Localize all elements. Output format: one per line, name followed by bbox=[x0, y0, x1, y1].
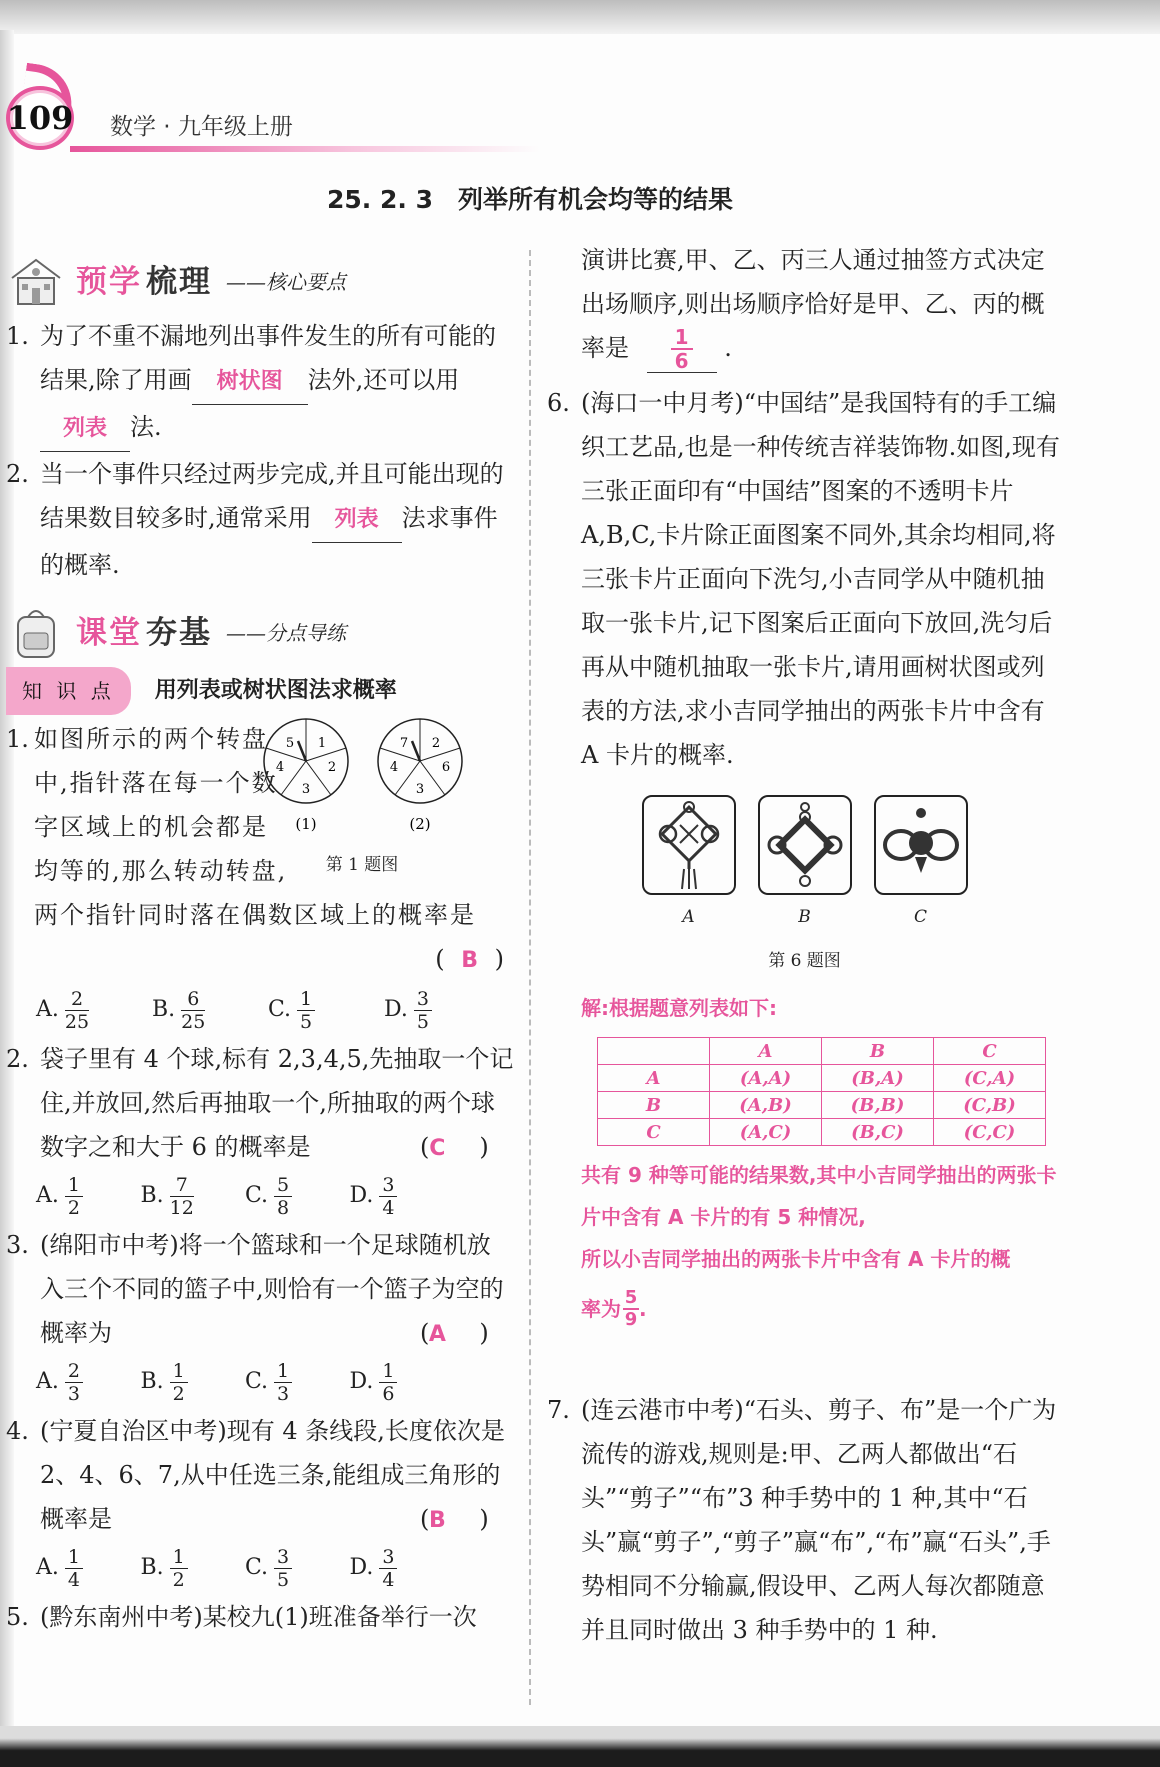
spinner-1-number: 2 bbox=[327, 760, 337, 775]
q3-option-d bbox=[350, 1360, 455, 1405]
option-denominator: 5 bbox=[416, 1010, 429, 1033]
q6-sol-den: 9 bbox=[624, 1309, 638, 1330]
lesson-title: 25. 2. 3 列举所有机会均等的结果 bbox=[327, 185, 733, 214]
q5-answer bbox=[647, 326, 717, 373]
prep-text: 法. bbox=[130, 413, 162, 441]
spinner-1-label: (1) bbox=[295, 815, 317, 833]
card-a bbox=[642, 795, 736, 939]
option-fraction bbox=[65, 1360, 83, 1405]
table-cell: (A,B) bbox=[710, 1092, 822, 1119]
q6-solution-fraction bbox=[623, 1288, 639, 1330]
question-2 bbox=[6, 1037, 514, 1169]
q6-solution-table bbox=[597, 1037, 1046, 1146]
q1-option-a bbox=[36, 988, 152, 1033]
chinese-knot-b-icon bbox=[765, 799, 845, 891]
option-denominator: 4 bbox=[382, 1568, 395, 1591]
option-numerator: 2 bbox=[67, 1359, 80, 1382]
q2-answer-bracket: (C ) bbox=[454, 1125, 514, 1171]
option-numerator: 7 bbox=[175, 1173, 188, 1196]
option-denominator: 2 bbox=[172, 1568, 185, 1591]
spinner-1-number: 3 bbox=[301, 782, 311, 797]
q1-answer: B bbox=[461, 948, 479, 973]
prep-text: 法外,还可以用 bbox=[307, 366, 460, 394]
q5-text-right: 演讲比赛,甲、乙、丙三人通过抽签方式决定出场顺序,则出场顺序恰好是甲、乙、丙的概率是 bbox=[581, 246, 1045, 362]
option-fraction bbox=[65, 1546, 83, 1591]
option-denominator: 3 bbox=[277, 1382, 290, 1405]
table-cell: (B,C) bbox=[822, 1119, 934, 1146]
q3-option-b bbox=[141, 1360, 246, 1405]
option-numerator: 1 bbox=[172, 1359, 185, 1382]
q2-option-b bbox=[141, 1174, 246, 1219]
table-cell bbox=[598, 1038, 710, 1065]
option-fraction bbox=[379, 1174, 397, 1219]
option-fraction bbox=[274, 1360, 292, 1405]
question-5-start bbox=[6, 1595, 514, 1639]
q3-answer: A bbox=[428, 1322, 446, 1347]
spinner-1-number: 4 bbox=[275, 760, 285, 775]
option-fraction bbox=[379, 1546, 397, 1591]
option-fraction bbox=[297, 988, 315, 1033]
table-row bbox=[598, 1092, 1046, 1119]
knowledge-point bbox=[6, 669, 514, 713]
q5-number: 5. bbox=[6, 1603, 29, 1631]
table-cell: (B,A) bbox=[822, 1065, 934, 1092]
q4-number: 4. bbox=[6, 1417, 29, 1445]
option-fraction bbox=[170, 1360, 188, 1405]
q1-number: 1. bbox=[6, 725, 29, 753]
card-c-box bbox=[874, 795, 968, 895]
section-prep-sub: ——核心要点 bbox=[226, 270, 346, 294]
option-letter: D. bbox=[349, 1555, 374, 1580]
option-letter: A. bbox=[36, 1555, 59, 1580]
option-numerator: 3 bbox=[382, 1173, 395, 1196]
q2-options bbox=[6, 1169, 454, 1223]
subject-title: 数学 · 九年级上册 bbox=[110, 114, 293, 140]
spinner-2-number: 3 bbox=[415, 782, 425, 797]
school-icon bbox=[6, 254, 66, 310]
option-denominator: 6 bbox=[382, 1382, 395, 1405]
option-numerator: 3 bbox=[416, 987, 429, 1010]
table-cell: B bbox=[598, 1092, 710, 1119]
q4-option-c bbox=[245, 1546, 350, 1591]
knowledge-text: 用列表或树状图法求概率 bbox=[154, 678, 397, 703]
column-divider bbox=[529, 250, 531, 1705]
q3-text: (绵阳市中考)将一个篮球和一个足球随机放入三个不同的篮子中,则恰有一个篮子为空的概率为 bbox=[40, 1231, 504, 1347]
q4-answer-bracket: (B ) bbox=[454, 1497, 514, 1543]
knowledge-tag: 知 识 点 bbox=[6, 667, 131, 715]
q6-solution-2: 所以小吉同学抽出的两张卡片中含有 A 卡片的概 bbox=[581, 1247, 1011, 1271]
section-class-name1: 课堂 bbox=[76, 615, 142, 651]
figure-1-caption: 第 1 题图 bbox=[325, 855, 399, 875]
table-cell: A bbox=[598, 1065, 710, 1092]
q4-option-b bbox=[141, 1546, 246, 1591]
q6-cards bbox=[547, 795, 1062, 939]
question-3 bbox=[6, 1223, 514, 1355]
option-denominator: 2 bbox=[67, 1196, 80, 1219]
q5-answer-num: 1 bbox=[674, 325, 689, 349]
option-numerator: 3 bbox=[382, 1545, 395, 1568]
section-class-name2: 夯基 bbox=[146, 615, 212, 651]
prep-item-number: 2. bbox=[6, 460, 29, 488]
header-line bbox=[70, 146, 540, 152]
option-fraction bbox=[181, 988, 205, 1033]
option-letter: D. bbox=[349, 1183, 374, 1208]
spinner-1-number: 5 bbox=[285, 736, 295, 751]
prep-answer: 列表 bbox=[312, 498, 402, 543]
option-denominator: 12 bbox=[169, 1196, 194, 1219]
prep-answer: 树状图 bbox=[192, 360, 308, 405]
option-letter: A. bbox=[36, 1369, 59, 1394]
card-b bbox=[758, 795, 852, 939]
option-numerator: 6 bbox=[187, 987, 200, 1010]
option-fraction bbox=[170, 1174, 194, 1219]
chinese-knot-c-icon bbox=[881, 799, 961, 891]
spinner-2-number: 2 bbox=[431, 736, 441, 751]
question-5-cont: 演讲比赛,甲、乙、丙三人通过抽签方式决定出场顺序,则出场顺序恰好是甲、乙、丙的概率是 $\frac{1}{6}$ . bbox=[581, 246, 1045, 373]
card-b-box bbox=[758, 795, 852, 895]
option-fraction bbox=[170, 1546, 188, 1591]
q2-option-c bbox=[245, 1174, 350, 1219]
q5-text-left: (黔东南州中考)某校九(1)班准备举行一次 bbox=[40, 1603, 477, 1631]
q2-option-d bbox=[350, 1174, 455, 1219]
page-number-badge bbox=[6, 66, 74, 150]
prep-item-1 bbox=[6, 314, 514, 452]
q2-text: 袋子里有 4 个球,标有 2,3,4,5,先抽取一个记住,并放回,然后再抽取一个,所抽取的两个球数字之和大于 6 的概率是 bbox=[40, 1045, 514, 1161]
table-row bbox=[598, 1038, 1046, 1065]
option-numerator: 3 bbox=[277, 1545, 290, 1568]
option-fraction bbox=[65, 1174, 83, 1219]
section-class-sub: ——分点导练 bbox=[226, 621, 346, 645]
option-fraction bbox=[65, 988, 89, 1033]
option-letter: B. bbox=[152, 997, 176, 1022]
chinese-knot-a-icon bbox=[654, 799, 724, 891]
figure-6-caption: 第 6 题图 bbox=[768, 951, 841, 971]
table-cell: C bbox=[598, 1119, 710, 1146]
q2-answer: C bbox=[429, 1136, 446, 1161]
section-prep-name2: 梳理 bbox=[146, 264, 212, 300]
option-denominator: 5 bbox=[300, 1010, 313, 1033]
table-cell: (C,A) bbox=[934, 1065, 1046, 1092]
option-numerator: 5 bbox=[277, 1173, 290, 1196]
q1-option-b bbox=[152, 988, 268, 1033]
bottom-edge bbox=[0, 1726, 1160, 1767]
q7-text: (连云港市中考)“石头、剪子、布”是一个广为流传的游戏,规则是:甲、乙两人都做出“石头”“剪子”“布”3 种手势中的 1 种,其中“石头”赢“剪子”,“剪子”赢“布”,“布”赢“石头”,手势相同不分输赢,假设甲、乙两人每次都随意并且同时做出 3 种手势中的 1 种. bbox=[581, 1396, 1057, 1644]
q4-answer: B bbox=[428, 1508, 446, 1533]
card-c-label: C bbox=[913, 907, 927, 927]
prep-item-number: 1. bbox=[6, 322, 29, 350]
option-fraction bbox=[274, 1546, 292, 1591]
q6-number: 6. bbox=[547, 389, 570, 417]
spinner-1-number: 1 bbox=[317, 736, 327, 751]
q6-solution-3: 率为 5 9 . bbox=[581, 1287, 647, 1330]
question-1 bbox=[6, 717, 514, 1037]
q4-option-d bbox=[350, 1546, 455, 1591]
question-6 bbox=[547, 381, 1062, 777]
spinner-2-label: (2) bbox=[409, 815, 431, 833]
card-a-label: A bbox=[682, 907, 695, 927]
q3-options bbox=[6, 1355, 454, 1409]
section-class-header bbox=[6, 601, 514, 665]
question-4 bbox=[6, 1409, 514, 1541]
option-letter: B. bbox=[140, 1369, 164, 1394]
q4-options bbox=[6, 1541, 454, 1595]
question-7 bbox=[547, 1388, 1062, 1652]
prep-item-2 bbox=[6, 452, 514, 587]
card-a-box bbox=[642, 795, 736, 895]
q6-solution-intro: 解:根据题意列表如下: bbox=[581, 996, 777, 1020]
option-letter: A. bbox=[36, 997, 59, 1022]
prep-answer: 列表 bbox=[40, 407, 130, 452]
option-numerator: 1 bbox=[172, 1545, 185, 1568]
table-cell: (A,A) bbox=[710, 1065, 822, 1092]
option-fraction bbox=[379, 1360, 397, 1405]
card-b-label: B bbox=[798, 907, 811, 927]
table-row bbox=[598, 1119, 1046, 1146]
option-numerator: 2 bbox=[70, 987, 84, 1010]
q1-option-c bbox=[268, 988, 384, 1033]
q2-option-a bbox=[36, 1174, 141, 1219]
section-prep-header bbox=[6, 250, 514, 314]
q5-answer-den: 6 bbox=[674, 349, 689, 373]
option-fraction bbox=[414, 988, 432, 1033]
option-letter: C. bbox=[245, 1369, 269, 1394]
option-letter: D. bbox=[349, 1369, 374, 1394]
option-fraction bbox=[274, 1174, 292, 1219]
option-denominator: 3 bbox=[67, 1382, 80, 1405]
left-column bbox=[6, 250, 514, 1639]
q2-number: 2. bbox=[6, 1045, 29, 1073]
option-denominator: 4 bbox=[67, 1568, 80, 1591]
table-cell: B bbox=[822, 1038, 934, 1065]
option-letter: C. bbox=[245, 1555, 269, 1580]
card-c bbox=[874, 795, 968, 939]
page-number: 109 bbox=[6, 99, 74, 137]
q1-answer-bracket: ( B ) bbox=[6, 937, 514, 983]
q6-solution-1: 共有 9 种等可能的结果数,其中小吉同学抽出的两张卡片中含有 A 卡片的有 5 种情况, bbox=[581, 1163, 1057, 1229]
q1-option-d bbox=[384, 988, 500, 1033]
q3-option-c bbox=[245, 1360, 350, 1405]
option-numerator: 1 bbox=[300, 987, 313, 1010]
option-numerator: 1 bbox=[382, 1359, 395, 1382]
q1-text: 如图所示的两个转盘中,指针落在每一个数字区域上的机会都是均等的,那么转动转盘,两个指针同时落在偶数区域上的概率是 bbox=[34, 725, 476, 929]
spinner-2-number: 4 bbox=[389, 760, 399, 775]
option-numerator: 1 bbox=[67, 1173, 80, 1196]
q1-text-wrap bbox=[34, 717, 514, 937]
option-denominator: 8 bbox=[277, 1196, 290, 1219]
option-letter: B. bbox=[140, 1555, 164, 1580]
q6-text: (海口一中月考)“中国结”是我国特有的手工编织工艺品,也是一种传统吉祥装饰物.如图,现有三张正面印有“中国结”图案的不透明卡片 A,B,C,卡片除正面图案不同外,其余均相同,将三张卡片正面向下洗匀,小吉同学从中随机抽取一张卡片,记下图案后正面向下放回,洗匀后再从中随机抽取一张卡片,请用画树状图或列表的方法,求小吉同学抽出的两张卡片中含有 A 卡片的概率. bbox=[581, 389, 1060, 769]
top-shadow bbox=[0, 0, 1160, 34]
spinner-2-number: 6 bbox=[441, 760, 451, 775]
table-row bbox=[598, 1065, 1046, 1092]
option-denominator: 25 bbox=[181, 1010, 206, 1033]
q3-answer-bracket: (A ) bbox=[454, 1311, 514, 1357]
table-cell: (C,B) bbox=[934, 1092, 1046, 1119]
q4-option-a bbox=[36, 1546, 141, 1591]
prep-text: 为了不重不漏地列出事件发生的所有可能的结果,除了用画 bbox=[40, 322, 496, 394]
q6-solution-3-text: 率为 bbox=[581, 1297, 621, 1321]
q3-number: 3. bbox=[6, 1231, 29, 1259]
option-denominator: 25 bbox=[64, 1010, 90, 1033]
table-cell: (B,B) bbox=[822, 1092, 934, 1119]
option-denominator: 2 bbox=[172, 1382, 185, 1405]
option-numerator: 1 bbox=[67, 1545, 80, 1568]
option-denominator: 4 bbox=[382, 1196, 395, 1219]
table-cell: C bbox=[934, 1038, 1046, 1065]
option-letter: B. bbox=[140, 1183, 164, 1208]
table-cell: (C,C) bbox=[934, 1119, 1046, 1146]
q3-option-a bbox=[36, 1360, 141, 1405]
option-letter: C. bbox=[245, 1183, 269, 1208]
option-letter: D. bbox=[384, 997, 408, 1022]
table-cell: A bbox=[710, 1038, 822, 1065]
q6-sol-num: 5 bbox=[624, 1287, 638, 1308]
section-prep-name1: 预学 bbox=[76, 264, 142, 300]
right-column bbox=[547, 238, 1062, 1652]
option-letter: C. bbox=[268, 997, 292, 1022]
prep-text: 法求事件的概率. bbox=[40, 504, 498, 579]
q4-text: (宁夏自治区中考)现有 4 条线段,长度依次是 2、4、6、7,从中任选三条,能组成三角形的概率是 bbox=[40, 1417, 505, 1533]
option-numerator: 1 bbox=[277, 1359, 290, 1382]
prep-text: 当一个事件只经过两步完成,并且可能出现的结果数目较多时,通常采用 bbox=[40, 460, 504, 532]
spinner-2-number: 7 bbox=[399, 736, 409, 751]
table-cell: (A,C) bbox=[710, 1119, 822, 1146]
option-denominator: 5 bbox=[277, 1568, 290, 1591]
q7-number: 7. bbox=[547, 1396, 570, 1424]
option-letter: A. bbox=[36, 1183, 59, 1208]
backpack-icon bbox=[6, 605, 66, 661]
q1-options bbox=[6, 983, 514, 1037]
